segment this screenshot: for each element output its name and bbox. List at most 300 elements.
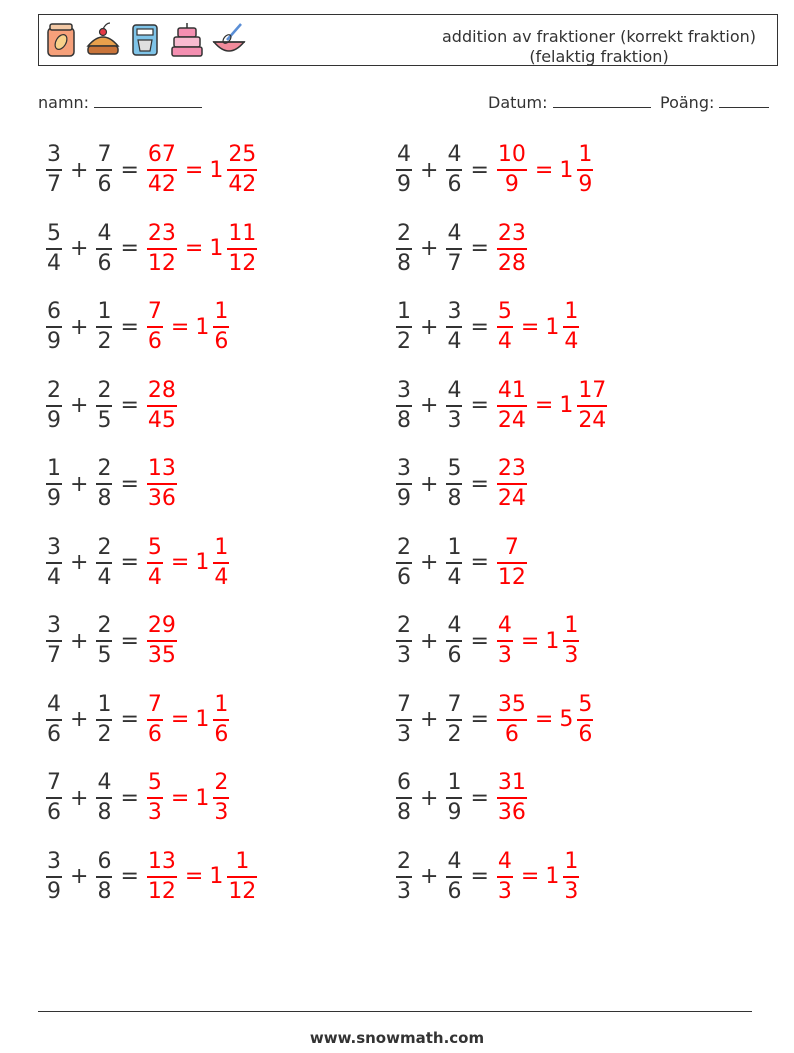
denominator: 42 [228, 172, 257, 197]
numerator: 5 [578, 691, 593, 717]
mixed-fraction-part [213, 691, 229, 749]
worksheet-header [38, 14, 778, 66]
numerator: 3 [397, 456, 411, 481]
plus-sign: + [70, 471, 89, 497]
numerator: 31 [497, 770, 526, 795]
numerator: 5 [447, 456, 462, 481]
denominator: 9 [447, 800, 462, 825]
improper-answer [497, 298, 513, 356]
improper-answer [147, 612, 177, 670]
denominator: 4 [564, 329, 579, 354]
denominator: 6 [97, 172, 112, 197]
numerator: 3 [447, 299, 462, 324]
problem-3 [44, 219, 259, 279]
problem-18 [394, 768, 529, 828]
addend-1 [46, 141, 62, 199]
plus-sign: + [70, 707, 89, 732]
problem-10 [394, 454, 529, 514]
numerator: 2 [397, 220, 411, 246]
addend-1 [46, 534, 62, 592]
denominator: 12 [497, 564, 526, 590]
equals-sign: = [520, 864, 540, 889]
addend-1 [46, 220, 62, 278]
name-blank[interactable] [94, 92, 202, 108]
addend-2 [446, 534, 462, 592]
numerator: 23 [497, 220, 526, 246]
denominator: 3 [564, 878, 579, 904]
numerator: 2 [97, 613, 112, 638]
equals-sign: = [120, 236, 139, 261]
addend-1 [396, 612, 412, 670]
problem-1 [44, 140, 259, 200]
improper-answer [147, 848, 177, 906]
numerator: 5 [147, 534, 162, 560]
cherry-pie-icon [85, 20, 121, 60]
date-label: Datum: [488, 93, 548, 112]
mixed-fraction-part [577, 691, 593, 749]
addend-2 [446, 220, 462, 278]
whole-part: 1 [209, 864, 224, 889]
plus-sign: + [420, 550, 439, 575]
date-field [488, 92, 651, 112]
equals-sign: = [470, 314, 489, 340]
addend-1 [396, 377, 412, 435]
problem-7 [44, 376, 179, 436]
numerator: 1 [397, 299, 411, 324]
numerator: 4 [97, 770, 112, 795]
plus-sign: + [70, 628, 89, 654]
equals-sign: = [170, 314, 190, 340]
stand-mixer-icon [127, 20, 163, 60]
problem-9 [44, 454, 179, 514]
mixed-fraction-part [213, 298, 229, 356]
mixed-fraction-part [563, 612, 579, 670]
plus-sign: + [70, 314, 89, 340]
denominator: 8 [397, 250, 411, 276]
denominator: 36 [147, 486, 176, 511]
improper-answer [147, 141, 177, 199]
denominator: 12 [147, 250, 176, 276]
denominator: 4 [147, 564, 162, 590]
score-label: Poäng: [660, 93, 715, 112]
denominator: 8 [97, 486, 112, 511]
denominator: 4 [47, 564, 61, 590]
plus-sign: + [70, 157, 89, 183]
numerator: 1 [97, 299, 112, 324]
denominator: 3 [147, 800, 162, 825]
denominator: 4 [97, 564, 112, 590]
denominator: 2 [397, 329, 411, 354]
plus-sign: + [420, 393, 439, 418]
numerator: 4 [447, 142, 462, 167]
problem-16 [394, 690, 595, 750]
denominator: 9 [47, 407, 61, 433]
mixed-fraction-part [563, 298, 579, 356]
problem-8 [394, 376, 609, 436]
numerator: 41 [497, 377, 526, 403]
addend-2 [96, 455, 112, 513]
equals-sign: = [470, 550, 489, 575]
whole-part: 1 [559, 157, 574, 183]
improper-answer [497, 220, 527, 278]
flour-bag-icon [43, 20, 79, 60]
whole-part: 1 [545, 314, 560, 340]
equals-sign: = [120, 707, 139, 732]
whole-part: 1 [545, 628, 560, 654]
numerator: 1 [214, 691, 229, 717]
equals-sign: = [534, 393, 554, 418]
date-blank[interactable] [553, 92, 651, 108]
numerator: 6 [47, 299, 61, 324]
equals-sign: = [120, 864, 139, 889]
plus-sign: + [420, 864, 439, 889]
denominator: 3 [497, 643, 512, 668]
numerator: 6 [397, 770, 411, 795]
denominator: 9 [47, 329, 61, 354]
equals-sign: = [520, 314, 540, 340]
denominator: 9 [47, 878, 61, 904]
improper-answer [497, 769, 527, 827]
mixed-fraction-part [227, 848, 257, 906]
problem-13 [44, 611, 179, 671]
denominator: 9 [397, 486, 411, 511]
numerator: 10 [497, 142, 526, 167]
denominator: 6 [447, 878, 462, 904]
denominator: 24 [497, 486, 526, 511]
addend-1 [46, 377, 62, 435]
equals-sign: = [184, 864, 204, 889]
numerator: 25 [228, 142, 257, 167]
numerator: 7 [97, 142, 112, 167]
addend-2 [96, 769, 112, 827]
denominator: 9 [504, 172, 519, 197]
numerator: 5 [47, 220, 61, 246]
equals-sign: = [470, 628, 489, 654]
improper-answer [147, 769, 163, 827]
denominator: 12 [147, 878, 176, 904]
whole-part: 1 [195, 785, 210, 811]
numerator: 4 [397, 142, 411, 167]
denominator: 6 [214, 721, 229, 747]
equals-sign: = [470, 157, 489, 183]
addend-1 [46, 769, 62, 827]
addend-2 [446, 612, 462, 670]
numerator: 2 [97, 534, 112, 560]
problem-5 [44, 297, 231, 357]
equals-sign: = [520, 628, 540, 654]
numerator: 4 [447, 848, 462, 874]
improper-answer [147, 220, 177, 278]
numerator: 1 [447, 534, 462, 560]
problem-2 [394, 140, 595, 200]
problem-17 [44, 768, 231, 828]
addend-1 [396, 769, 412, 827]
problem-6 [394, 297, 581, 357]
denominator: 3 [397, 878, 411, 904]
denominator: 5 [97, 407, 112, 433]
addend-1 [396, 534, 412, 592]
denominator: 6 [447, 172, 462, 197]
numerator: 7 [397, 691, 411, 717]
improper-answer [497, 691, 527, 749]
whole-part: 1 [209, 157, 224, 183]
denominator: 6 [397, 564, 411, 590]
numerator: 1 [214, 299, 229, 324]
numerator: 4 [497, 848, 512, 874]
numerator: 5 [147, 770, 162, 795]
equals-sign: = [120, 157, 139, 183]
equals-sign: = [470, 236, 489, 261]
numerator: 3 [47, 848, 61, 874]
denominator: 9 [578, 172, 593, 197]
denominator: 4 [497, 329, 512, 354]
denominator: 6 [47, 721, 61, 747]
whole-part: 5 [559, 707, 574, 732]
name-field [38, 92, 202, 112]
numerator: 1 [47, 456, 61, 481]
equals-sign: = [470, 707, 489, 732]
improper-answer [147, 298, 163, 356]
whole-part: 1 [195, 707, 210, 732]
addend-2 [446, 769, 462, 827]
mixed-fraction-part [213, 534, 229, 592]
whole-part: 1 [195, 550, 210, 575]
footer-divider [38, 1011, 752, 1012]
whole-part: 1 [545, 864, 560, 889]
numerator: 1 [235, 848, 250, 874]
name-label: namn: [38, 93, 90, 112]
addend-2 [96, 612, 112, 670]
denominator: 8 [97, 878, 112, 904]
numerator: 1 [564, 299, 579, 324]
numerator: 4 [447, 613, 462, 638]
numerator: 7 [504, 534, 519, 560]
denominator: 6 [447, 643, 462, 668]
denominator: 8 [397, 407, 411, 433]
numerator: 1 [97, 691, 112, 717]
numerator: 17 [578, 377, 607, 403]
mixed-fraction-part [563, 848, 579, 906]
numerator: 6 [97, 848, 112, 874]
equals-sign: = [120, 314, 139, 340]
addend-2 [96, 141, 112, 199]
equals-sign: = [170, 707, 190, 732]
addend-2 [96, 220, 112, 278]
layer-cake-icon [169, 20, 205, 60]
denominator: 6 [147, 721, 162, 747]
numerator: 7 [47, 770, 61, 795]
numerator: 35 [497, 691, 526, 717]
numerator: 13 [147, 848, 176, 874]
equals-sign: = [170, 785, 190, 811]
mixed-fraction-part [227, 220, 257, 278]
addend-2 [96, 298, 112, 356]
denominator: 3 [497, 878, 512, 904]
denominator: 9 [47, 486, 61, 511]
improper-answer [497, 612, 513, 670]
denominator: 3 [564, 643, 579, 668]
plus-sign: + [420, 628, 439, 654]
denominator: 8 [397, 800, 411, 825]
denominator: 2 [97, 721, 112, 747]
plus-sign: + [70, 864, 89, 889]
numerator: 3 [47, 142, 61, 167]
numerator: 4 [447, 220, 462, 246]
improper-answer [147, 691, 163, 749]
addend-2 [96, 691, 112, 749]
problem-19 [44, 847, 259, 907]
numerator: 3 [47, 613, 61, 638]
numerator: 3 [47, 534, 61, 560]
plus-sign: + [70, 550, 89, 575]
numerator: 28 [147, 377, 176, 403]
addend-2 [446, 298, 462, 356]
addend-1 [396, 691, 412, 749]
numerator: 13 [147, 456, 176, 481]
addend-2 [446, 141, 462, 199]
numerator: 2 [47, 377, 61, 403]
addend-1 [46, 691, 62, 749]
denominator: 2 [97, 329, 112, 354]
addend-2 [446, 848, 462, 906]
numerator: 11 [228, 220, 257, 246]
denominator: 42 [147, 172, 176, 197]
denominator: 2 [447, 721, 462, 747]
equals-sign: = [470, 864, 489, 889]
equals-sign: = [534, 707, 554, 732]
mixing-bowl-whisk-icon [211, 20, 247, 60]
numerator: 2 [397, 534, 411, 560]
plus-sign: + [420, 707, 439, 732]
numerator: 2 [397, 613, 411, 638]
addend-1 [46, 612, 62, 670]
whole-part: 1 [195, 314, 210, 340]
problem-15 [44, 690, 231, 750]
title-line-1: addition av fraktioner (korrekt fraktion) [442, 27, 756, 46]
equals-sign: = [470, 393, 489, 418]
equals-sign: = [120, 550, 139, 575]
addend-1 [396, 848, 412, 906]
denominator: 24 [497, 407, 526, 433]
denominator: 7 [47, 172, 61, 197]
denominator: 45 [147, 407, 176, 433]
denominator: 7 [47, 643, 61, 668]
equals-sign: = [120, 628, 139, 654]
denominator: 24 [578, 407, 607, 433]
denominator: 6 [147, 329, 162, 354]
denominator: 35 [147, 643, 176, 668]
problem-20 [394, 847, 581, 907]
denominator: 4 [47, 250, 61, 276]
equals-sign: = [470, 471, 489, 497]
plus-sign: + [70, 236, 89, 261]
denominator: 9 [397, 172, 411, 197]
addend-2 [446, 455, 462, 513]
mixed-fraction-part [227, 141, 257, 199]
numerator: 1 [578, 142, 593, 167]
numerator: 67 [147, 142, 176, 167]
plus-sign: + [420, 314, 439, 340]
numerator: 4 [47, 691, 61, 717]
denominator: 3 [397, 643, 411, 668]
addend-1 [46, 848, 62, 906]
improper-answer [497, 848, 513, 906]
numerator: 7 [147, 691, 162, 717]
denominator: 12 [228, 878, 257, 904]
numerator: 1 [447, 770, 462, 795]
denominator: 6 [214, 329, 229, 354]
problem-11 [44, 533, 231, 593]
addend-2 [446, 377, 462, 435]
numerator: 23 [147, 220, 176, 246]
numerator: 2 [214, 770, 229, 795]
title-line-2: (felaktig fraktion) [529, 47, 669, 66]
equals-sign: = [120, 471, 139, 497]
score-blank[interactable] [719, 92, 769, 108]
denominator: 5 [97, 643, 112, 668]
plus-sign: + [420, 236, 439, 261]
addend-1 [396, 455, 412, 513]
equals-sign: = [184, 157, 204, 183]
numerator: 2 [97, 377, 112, 403]
denominator: 4 [447, 564, 462, 590]
numerator: 4 [97, 220, 112, 246]
denominator: 6 [47, 800, 61, 825]
problem-14 [394, 611, 581, 671]
denominator: 6 [578, 721, 593, 747]
numerator: 2 [397, 848, 411, 874]
denominator: 36 [497, 800, 526, 825]
addend-2 [446, 691, 462, 749]
equals-sign: = [120, 393, 139, 418]
worksheet-title [419, 27, 779, 67]
addend-2 [96, 377, 112, 435]
footer-url: www.snowmath.com [309, 1029, 485, 1047]
numerator: 29 [147, 613, 176, 638]
equals-sign: = [120, 785, 139, 811]
addend-2 [96, 534, 112, 592]
denominator: 12 [228, 250, 257, 276]
denominator: 6 [97, 250, 112, 276]
denominator: 8 [97, 800, 112, 825]
problem-12 [394, 533, 529, 593]
improper-answer [497, 455, 527, 513]
numerator: 1 [214, 534, 229, 560]
improper-answer [497, 141, 527, 199]
addend-1 [396, 220, 412, 278]
plus-sign: + [420, 785, 439, 811]
denominator: 28 [497, 250, 526, 276]
denominator: 4 [447, 329, 462, 354]
denominator: 3 [214, 800, 229, 825]
numerator: 7 [447, 691, 462, 717]
mixed-fraction-part [213, 769, 229, 827]
improper-answer [147, 377, 177, 435]
improper-answer [497, 534, 527, 592]
numerator: 5 [497, 299, 512, 324]
score-field [660, 92, 769, 112]
plus-sign: + [420, 471, 439, 497]
numerator: 1 [564, 613, 579, 638]
numerator: 2 [97, 456, 112, 481]
addend-1 [396, 298, 412, 356]
improper-answer [147, 534, 163, 592]
denominator: 4 [214, 564, 229, 590]
header-icons [43, 20, 247, 60]
plus-sign: + [70, 785, 89, 811]
addend-1 [396, 141, 412, 199]
equals-sign: = [534, 157, 554, 183]
